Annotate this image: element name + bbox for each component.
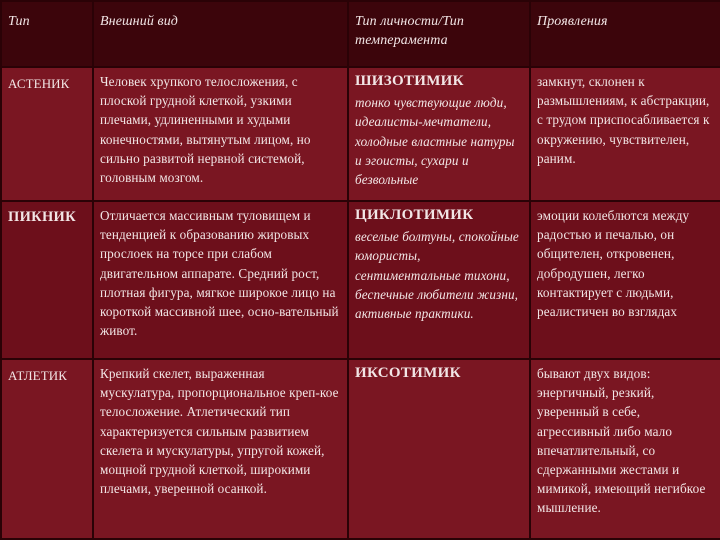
personality-type-name: ИКСОТИМИК <box>355 365 461 381</box>
row-manifestations <box>530 67 720 201</box>
appearance-text: Человек хрупкого телосложения, с плоской грудной клеткой, узкими плечами, удлиненными и худыми конечностями, вытянутым лицом, но сильно развитой нервной системой, головным мозгом. <box>100 74 311 186</box>
manifestations-text: замкнут, склонен к размышлениям, к абстракции, с трудом приспосабливается к окружению, чувствителен, раним. <box>537 74 710 166</box>
table-row <box>1 67 720 201</box>
row-type: АСТЕНИК <box>1 67 93 201</box>
row-personality <box>348 201 530 359</box>
header-personality-type: Тип личности/Тип темперамента <box>348 1 530 67</box>
row-personality <box>348 67 530 201</box>
header-appearance: Внешний вид <box>93 1 348 67</box>
header-type: Тип <box>1 1 93 67</box>
row-appearance <box>93 67 348 201</box>
row-appearance <box>93 201 348 359</box>
appearance-text: Крепкий скелет, выраженная мускулатура, пропорциональное креп-кое телосложение. Атлетический тип характеризуется сильным развитием скелета и мускулатуры, упругой кожей, мощной грудной клеткой, широкими плечами, уверенной осанкой. <box>100 366 339 497</box>
appearance-text: Отличается массивным туловищем и тенденцией к образованию жировых прослоек на торсе при слабом двигательном аппарате. Средний рост, плотная фигура, мягкое широкое лицо на короткой массивной шее, осно-вательный живот. <box>100 208 339 339</box>
row-type: ПИКНИК <box>1 201 93 359</box>
row-personality <box>348 359 530 539</box>
personality-description: веселые болтуны, спокойные юмористы, сентиментальные тихони, беспечные любители жизни, активные практики. <box>355 229 519 322</box>
manifestations-text: бывают двух видов: энергичный, резкий, уверенный в себе, агрессивный либо мало впечатлительный, со сдержанными жестами и мимикой, имеющий негибкое мышление. <box>537 366 706 516</box>
table-row <box>1 359 720 539</box>
personality-description: тонко чувствующие люди, идеалисты-мечтатели, холодные властные натуры и эгоисты, сухари и безвольные <box>355 95 515 188</box>
personality-type-name: ШИЗОТИМИК <box>355 73 464 89</box>
personality-type-name: ЦИКЛОТИМИК <box>355 207 474 223</box>
row-manifestations <box>530 359 720 539</box>
manifestations-text: эмоции колеблются между радостью и печалью, он общителен, откровенен, добродушен, легко контактирует с людьми, реалистичен во взглядах <box>537 208 690 320</box>
table-row <box>1 201 720 359</box>
row-appearance <box>93 359 348 539</box>
header-manifestations: Проявления <box>530 1 720 67</box>
header-row <box>1 1 720 67</box>
row-manifestations <box>530 201 720 359</box>
row-type: АТЛЕТИК <box>1 359 93 539</box>
